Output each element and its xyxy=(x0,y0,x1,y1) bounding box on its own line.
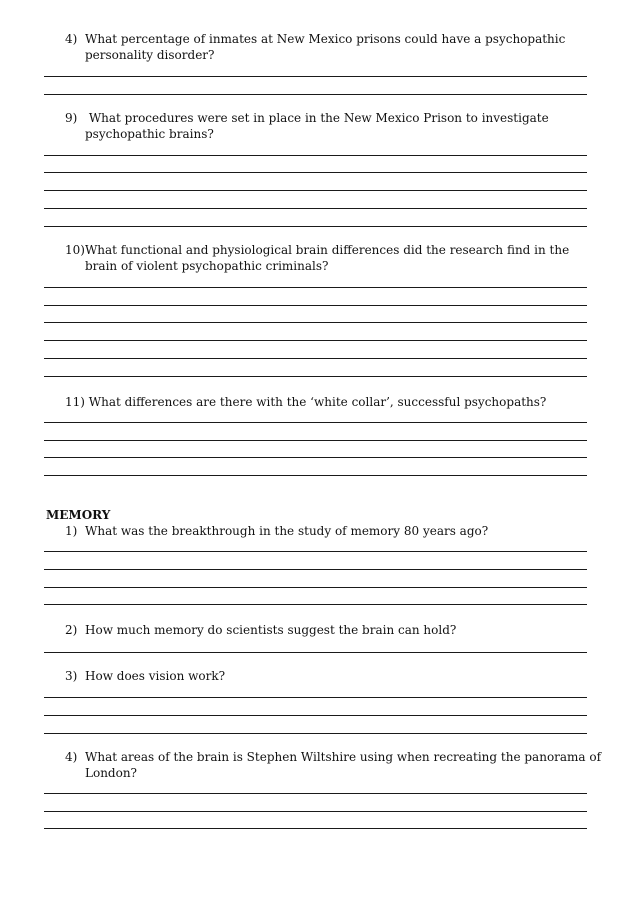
answer-line[interactable] xyxy=(44,811,587,812)
question-number: 3) xyxy=(65,669,78,683)
answer-line[interactable] xyxy=(44,422,587,423)
answer-line[interactable] xyxy=(44,358,587,359)
question-text: How much memory do scientists suggest the brain can hold? xyxy=(85,623,457,637)
answer-line[interactable] xyxy=(44,155,587,156)
answer-line[interactable] xyxy=(44,340,587,341)
answer-line[interactable] xyxy=(44,587,587,588)
section-heading-memory: MEMORY xyxy=(46,508,111,522)
question-4 xyxy=(65,31,605,63)
answer-line[interactable] xyxy=(44,94,587,95)
answer-line[interactable] xyxy=(44,551,587,552)
question-number: 10) xyxy=(65,243,85,257)
question-text: What differences are there with the ‘white collar’, successful psychopaths? xyxy=(84,395,547,409)
answer-line[interactable] xyxy=(44,715,587,716)
memory-question-1 xyxy=(65,523,605,539)
answer-line[interactable] xyxy=(44,604,587,605)
answer-line[interactable] xyxy=(44,733,587,734)
question-text: What procedures were set in place in the New Mexico Prison to investigate psychopathic brains? xyxy=(85,111,549,141)
answer-line[interactable] xyxy=(44,652,587,653)
answer-line[interactable] xyxy=(44,190,587,191)
memory-question-4 xyxy=(65,749,605,781)
answer-line[interactable] xyxy=(44,172,587,173)
answer-line[interactable] xyxy=(44,287,587,288)
answer-line[interactable] xyxy=(44,569,587,570)
question-text: What areas of the brain is Stephen Wiltshire using when recreating the panorama of London? xyxy=(85,750,602,780)
answer-line[interactable] xyxy=(44,208,587,209)
question-11 xyxy=(65,394,605,410)
question-number: 9) xyxy=(65,111,78,125)
answer-line[interactable] xyxy=(44,457,587,458)
answer-line[interactable] xyxy=(44,697,587,698)
question-number: 2) xyxy=(65,623,78,637)
question-9 xyxy=(65,110,605,142)
question-number: 11) xyxy=(65,395,85,409)
answer-line[interactable] xyxy=(44,322,587,323)
answer-line[interactable] xyxy=(44,76,587,77)
question-text: What percentage of inmates at New Mexico prisons could have a psychopathic personality disorder? xyxy=(85,32,566,62)
question-text: What functional and physiological brain differences did the research find in the brain of violent psychopathic criminals? xyxy=(84,243,570,273)
answer-line[interactable] xyxy=(44,226,587,227)
answer-line[interactable] xyxy=(44,305,587,306)
question-text: How does vision work? xyxy=(85,669,226,683)
question-text: What was the breakthrough in the study of memory 80 years ago? xyxy=(85,524,489,538)
answer-line[interactable] xyxy=(44,793,587,794)
memory-question-3 xyxy=(65,668,605,684)
question-number: 4) xyxy=(65,750,78,764)
answer-line[interactable] xyxy=(44,828,587,829)
memory-question-2 xyxy=(65,622,605,638)
question-number: 1) xyxy=(65,524,78,538)
question-number: 4) xyxy=(65,32,78,46)
answer-line[interactable] xyxy=(44,475,587,476)
question-10 xyxy=(65,242,605,274)
answer-line[interactable] xyxy=(44,440,587,441)
answer-line[interactable] xyxy=(44,376,587,377)
